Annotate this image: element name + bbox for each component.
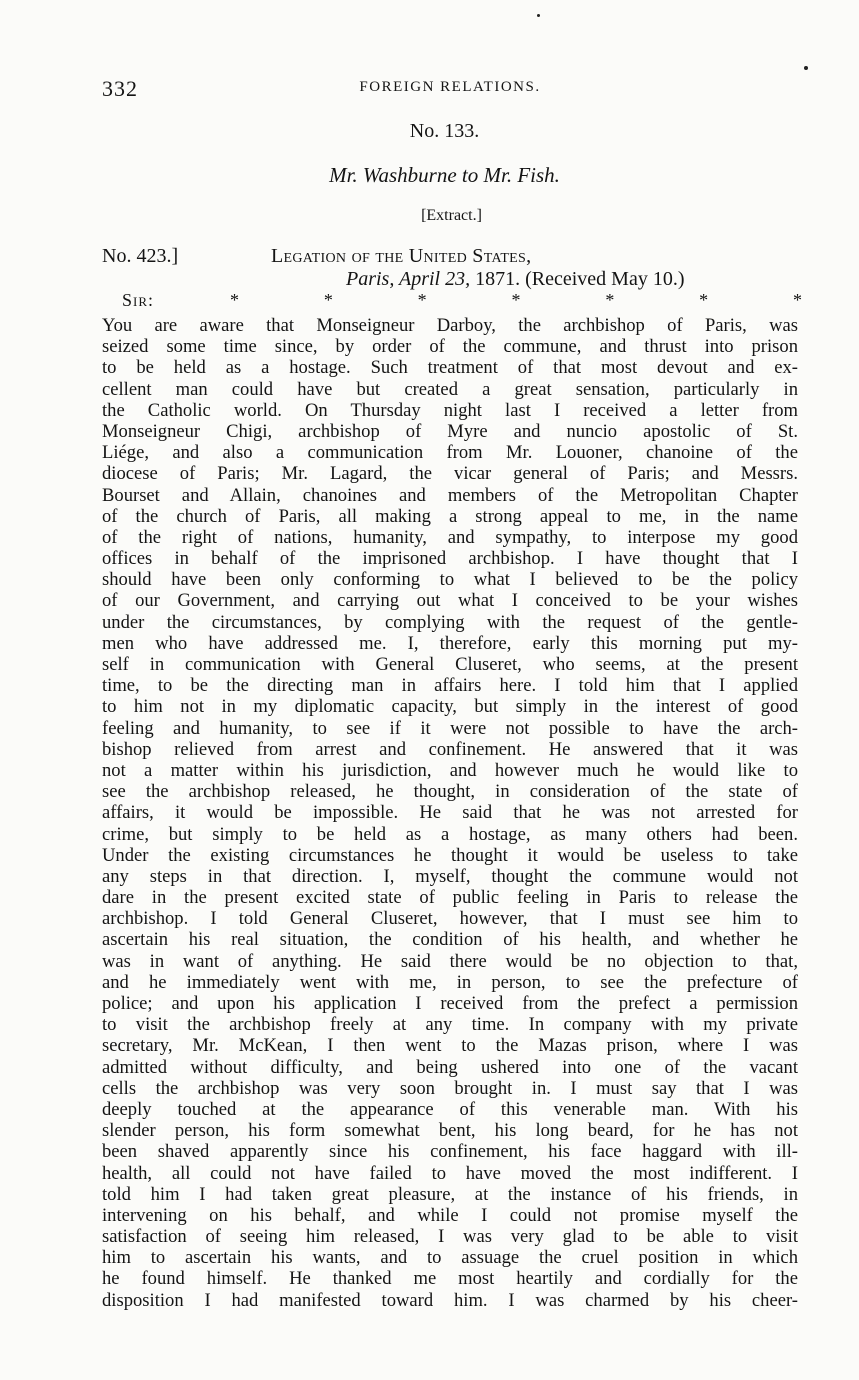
body-line: You are aware that Monseigneur Darboy, the archbishop of Paris, was	[102, 315, 798, 336]
omission-mark: *	[699, 290, 709, 310]
body-line: slender person, his form somewhat bent, his long beard, for he has not	[102, 1120, 798, 1142]
body-line: he found himself. He thanked me most heartily and cordially for the	[102, 1268, 798, 1290]
body-line: cellent man could have but created a great sensation, particularly in	[102, 378, 798, 400]
body-line: Bourset and Allain, chanoines and members of the Metropolitan Chapter	[102, 484, 798, 506]
body-line: of the right of nations, humanity, and sympathy, to interpose my good	[102, 526, 798, 548]
salutation-row	[122, 290, 802, 316]
body-line: Liége, and also a communication from Mr. Louoner, chanoine of the	[102, 442, 798, 464]
body-line: Under the existing circumstances he thought it would be useless to take	[102, 844, 798, 866]
omission-mark: *	[792, 290, 802, 310]
body-line: Monseigneur Chigi, archbishop of Myre and nuncio apostolic of St.	[102, 420, 798, 442]
body-line: affairs, it would be impossible. He said that he was not arrested for	[102, 802, 798, 824]
omission-mark: *	[230, 290, 239, 310]
salutation: Sir:	[122, 290, 155, 310]
page-number: 332	[102, 76, 138, 101]
body-line: to visit the archbishop freely at any time. In company with my private	[102, 1014, 798, 1036]
body-line: of the church of Paris, all making a strong appeal to me, in the name	[102, 505, 798, 527]
body-line: archbishop. I told General Cluseret, however, that I must see him to	[102, 908, 798, 930]
body-line: to be held as a hostage. Such treatment of that most devout and ex-	[102, 357, 798, 379]
body-line: to him not in my diplomatic capacity, but simply in the interest of good	[102, 696, 798, 718]
body-line: was in want of anything. He said there would be no objection to that,	[102, 950, 798, 972]
body-line: the Catholic world. On Thursday night last I received a letter from	[102, 399, 798, 421]
body-line: self in communication with General Cluseret, who seems, at the present	[102, 654, 798, 675]
body-line: of our Government, and carrying out what I conceived to be your wishes	[102, 590, 798, 612]
running-head	[102, 76, 798, 102]
body-line: cells the archbishop was very soon brought in. I must say that I was	[102, 1077, 798, 1099]
body-line: should have been only conforming to what I believed to be the policy	[102, 569, 798, 591]
document-heading: Mr. Washburne to Mr. Fish.	[329, 163, 560, 187]
body-line: him to ascertain his wants, and to assuage the cruel position in which	[102, 1247, 798, 1269]
body-line: disposition I had manifested toward him. I was charmed by his cheer-	[102, 1289, 798, 1311]
body-line: deeply touched at the appearance of this venerable man. With his	[102, 1098, 798, 1120]
body-line: crime, but simply to be held as a hostage, as many others had been.	[102, 823, 798, 845]
omission-mark: *	[323, 290, 333, 310]
dateline	[346, 268, 684, 291]
body-line: admitted without difficulty, and being ushered into one of the vacant	[102, 1056, 798, 1078]
body-line: not a matter within his jurisdiction, and however much he would like to	[102, 759, 798, 781]
print-speck	[537, 14, 540, 17]
dispatch-number: No. 423.]	[102, 245, 179, 267]
body-line: men who have addressed me. I, therefore, early this morning put my-	[102, 632, 798, 654]
body-line: see the archbishop released, he thought, in consideration of the state of	[102, 781, 798, 803]
body-line: diocese of Paris; Mr. Lagard, the vicar general of Paris; and Messrs.	[102, 463, 798, 485]
body-line: bishop relieved from arrest and confinement. He answered that it was	[102, 738, 798, 760]
body-line: offices in behalf of the imprisoned archbishop. I have thought that I	[102, 548, 798, 570]
running-title: FOREIGN RELATIONS.	[359, 79, 541, 95]
extract-note: [Extract.]	[421, 207, 482, 224]
legation-heading: Legation of the United States,	[271, 245, 532, 267]
body-line: intervening on his behalf, and while I could not promise myself the	[102, 1204, 798, 1226]
body-line: secretary, Mr. McKean, I then went to the Mazas prison, where I was	[102, 1035, 798, 1057]
body-line: told him I had taken great pleasure, at the instance of his friends, in	[102, 1183, 798, 1205]
body-line: dare in the present excited state of public feeling in Paris to release the	[102, 887, 798, 909]
print-speck	[804, 66, 808, 70]
body-line: satisfaction of seeing him released, I was very glad to be able to visit	[102, 1226, 798, 1248]
dateline-rest: 1871. (Received May 10.)	[475, 268, 685, 290]
body-line: and he immediately went with me, in person, to see the prefecture of	[102, 971, 798, 993]
body-line: seized some time since, by order of the commune, and thrust into prison	[102, 336, 798, 358]
body-line: time, to be the directing man in affairs here. I told him that I applied	[102, 675, 798, 697]
body-line: feeling and humanity, to see if it were not possible to have the arch-	[102, 717, 798, 739]
letter-body	[102, 315, 798, 1311]
omission-marks	[230, 290, 802, 311]
omission-mark: *	[605, 290, 615, 310]
body-line: any steps in that direction. I, myself, thought the commune would not	[102, 865, 798, 887]
body-line: ascertain his real situation, the condition of his health, and whether he	[102, 929, 798, 951]
body-line: health, all could not have failed to have moved the most indifferent. I	[102, 1162, 798, 1184]
dateline-place: Paris, April 23,	[346, 268, 471, 290]
omission-mark: *	[511, 290, 521, 310]
document-number: No. 133.	[409, 120, 480, 142]
body-line: under the circumstances, by complying with the request of the gentle-	[102, 611, 798, 633]
body-line: been shaved apparently since his confinement, his face haggard with ill-	[102, 1141, 798, 1163]
omission-mark: *	[417, 290, 427, 310]
body-line: police; and upon his application I received from the prefect a permission	[102, 993, 798, 1014]
